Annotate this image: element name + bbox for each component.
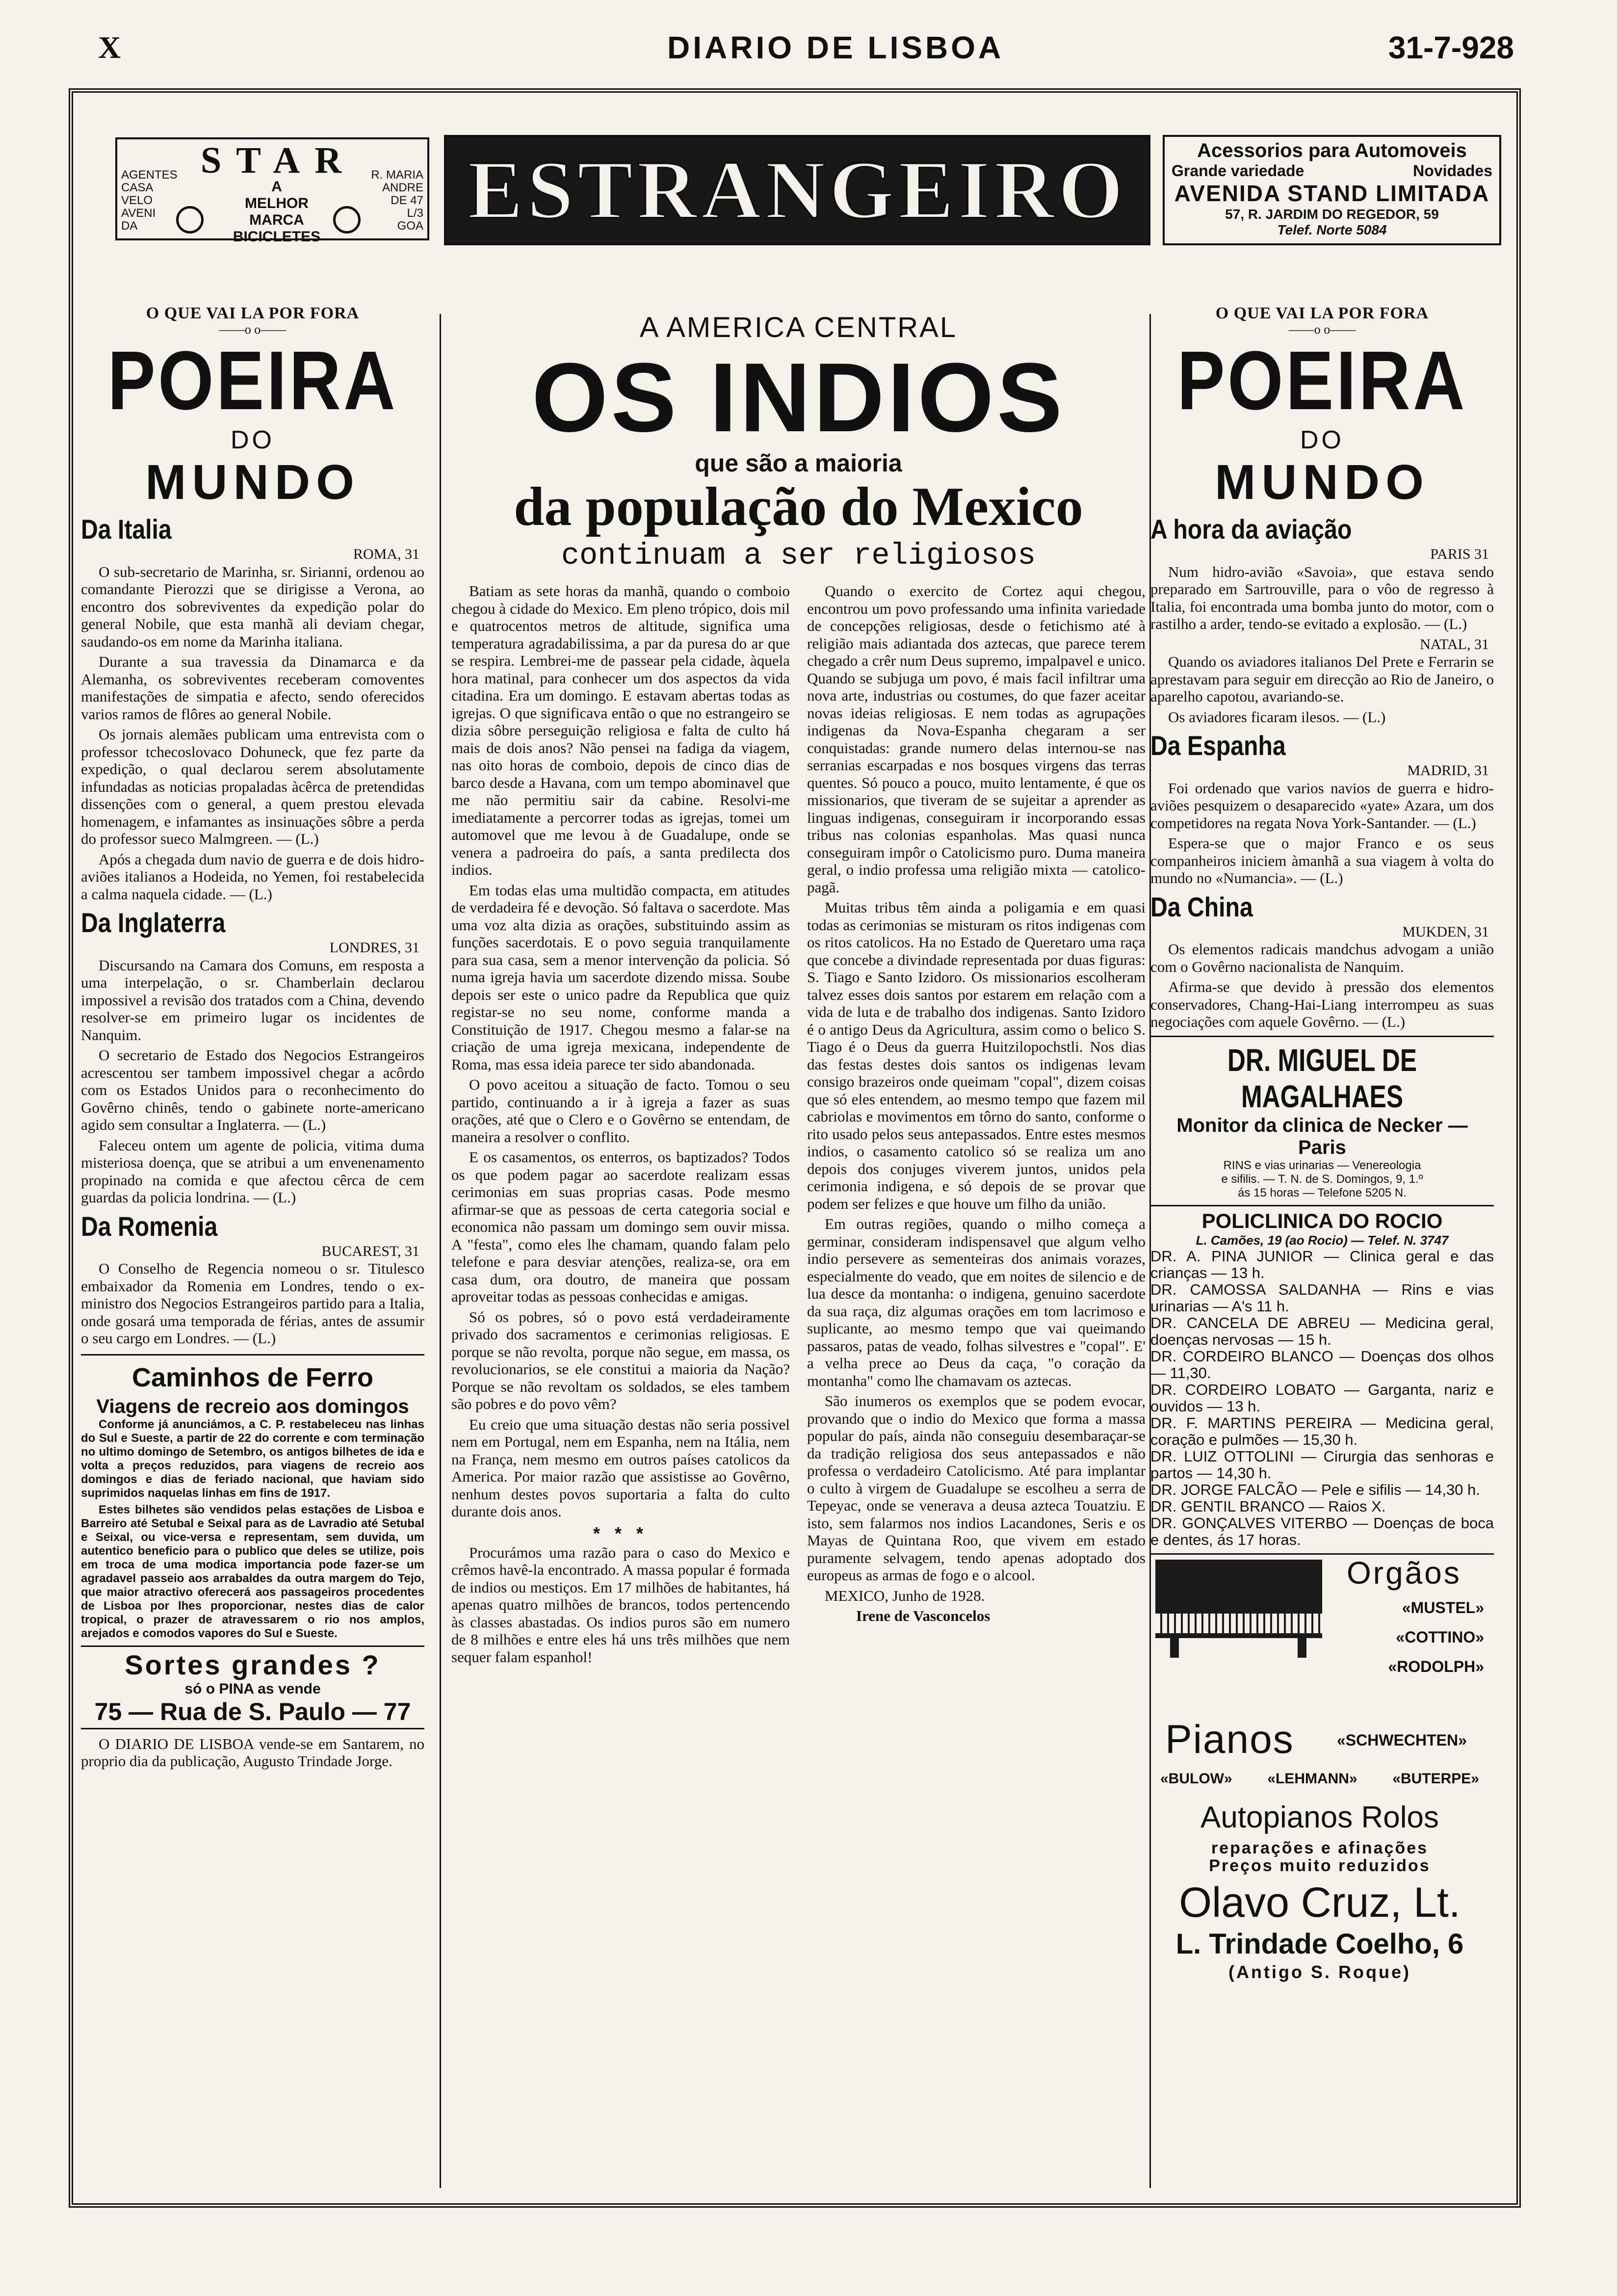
paragraph: Discursando na Camara dos Comuns, em resposta a uma interpelação, o sr. Chamberlain declarou impossivel a revisão dos tratados com a China, devendo resolver-se em primeiro lugar os incidentes de Nanquim. (81, 956, 424, 1044)
article-kicker: A AMERICA CENTRAL (639, 312, 958, 343)
paragraph: Em todas elas uma multidão compacta, em atitudes de verdadeira fé e devoção. Só faltava o sacerdote. Mas uma voz alta dizia as orações, substituindo assim as funções sacerdotais. E o povo seguia tranquilamente para sua casa, sem a menor intervenção da policia. Só numa igreja havia um sacerdote dizendo missa. Soube depois ser este o unico padre da Republica que quiz registar-se no seu nome, conforme manda a Constituição de 1917. Chegou mesmo a falar-se na criação de uma igreja mexicana, independente de Roma, mas essa ideia parece ter sido abandonada. (451, 881, 790, 1073)
paragraph: Num hidro-avião «Savoia», que estava sendo preparado em Sartrouville, para o vôo de regresso à Italia, foi encontrada uma bomba junto do motor, com o rastilho a arder, tendo-se evitado a explosão. — (L.) (1150, 563, 1494, 632)
brand-label: «RODOLPH» (1388, 1657, 1484, 1675)
right-column (1150, 304, 1494, 1985)
dateline: ROMA, 31 (353, 546, 419, 562)
ornament: ——o o—— (1288, 322, 1356, 337)
newspaper-name: DIARIO DE LISBOA (667, 30, 1004, 65)
article-subcolumn (451, 582, 790, 1669)
paragraph: Estes bilhetes são vendidos pelas estações de Lisboa e Barreiro até Setubal e Seixal para as de Lavradio até Setubal e Seixal, ou vice-versa e representam, sem duvida, um autentico beneficio para o publico que deles se utilize, pois em troca de uma modica importancia pode fazer-se um agradavel passeio aos arrabaldes da outra margem do Tejo, que maior atractivo oferecerá aos passageiros procedentes de Lisboa por lhes proporcionar, nestes dias de calor tropical, o prazer de atravessarem o rio nos amplos, arejados e comodos vapores do Sul e Sueste. (81, 1503, 424, 1640)
paragraph: O povo aceitou a situação de facto. Tomou o seu partido, continuando a ir à igreja a fazer as suas orações, até que o Clero e o Govêrno se entendam, de maneira a resolver o conflito. (451, 1076, 790, 1146)
paragraph: O secretario de Estado dos Negocios Estrangeiros acrescentou ser tambem impossivel chegar a acôrdo com os Estados Unidos para o reconhecimento do Govêrno chinês, tendo o gabinete norte-americano agido sem consultar a Inglaterra. — (L.) (81, 1046, 424, 1133)
section-break: * * * (593, 1523, 649, 1543)
paragraph: São inumeros os exemplos que se podem evocar, provando que o indio do Mexico que forma a massa popular do país, ainda não conseguiu desembaraçar-se da tradição religiosa dos seus antepassados e não professa o verdadeiro Catolicismo. Até para implantar o culto à virgem de Guadalupe se escolheu a serra de Tepeyac, onde se venerava a deusa azteca Touatziu. E isto, sem falarmos nos indios Lacandones, Seris e os Mayas de Quintana Roo, que vivem em estado puramente selvagem, tendo apenas adoptado dos europeus as armas de fogo e o alcool. (807, 1392, 1146, 1584)
paragraph: Durante a sua travessia da Dinamarca e da Alemanha, os sobreviventes receberam comoventes manifestações de simpatia e afecto, sendo oferecidos varios ramos de flôres ao general Nobile. (81, 653, 424, 723)
divider (81, 1354, 424, 1356)
paragraph: Afirma-se que devido à pressão dos elementos conservadores, Chang-Hai-Liang interrompeu as suas negociações com aquele Govêrno. — (L.) (1150, 978, 1494, 1030)
paragraph: E os casamentos, os enterros, os baptizados? Todos os que podem pagar ao sacerdote realizam essas cerimonias em suas proprias casas. Pode mesmo afirmar-se que as pessoas de certa categoria social e economica não passam um domingo sem ouvir missa. A "festa", como eles lhe chamam, quando falam pelo telefone e para desviar atenções, realiza-se, ora em casa dum, ora doutro, de maneira que possam aproveitar todas as pessoas conhecidas e amigas. (451, 1148, 790, 1305)
dateline: BUCAREST, 31 (321, 1243, 419, 1259)
article-title: OS INDIOS (531, 343, 1066, 452)
polyclinic-ad (1150, 1205, 1494, 1548)
list-item: DR. A. PINA JUNIOR — Clinica geral e das crianças — 13 h. (1150, 1247, 1494, 1281)
paragraph: Espera-se que o major Franco e os seus companheiros iniciem àmanhã a sua viagem à volta do mundo no «Numancia». — (L.) (1150, 835, 1494, 887)
page-marker: X (98, 30, 121, 65)
brand-label: «MUSTEL» (1402, 1598, 1484, 1617)
dateline: PARIS 31 (1430, 546, 1489, 562)
sales-notice: O DIARIO DE LISBOA vende-se em Santarem, no proprio dia da publicação, Augusto Trindade Jorge. (81, 1735, 424, 1770)
doctor-role: Monitor da clinica de Necker — Paris (1176, 1114, 1468, 1158)
brand-label: «SCHWECHTEN» (1337, 1731, 1467, 1749)
right-kicker: O QUE VAI LA POR FORA (1215, 304, 1429, 322)
list-item: DR. CAMOSSA SALDANHA — Rins e vias urinarias — A's 11 h. (1150, 1280, 1494, 1315)
paragraph: Muitas tribus têm ainda a poligamia e em quasi todas as cerimonias se misturam os ritos indigenas com os ritos catolicos. Ha no Estado de Queretaro uma raça que concebe a divindade representada por duas figuras: S. Tiago e Santo Izidoro. Os missionarios escolheram talvez esses dois santos por estarem em relação com a vida de luta e de trabalho dos indigenas. Santo Izidoro é o antigo Deus da Agricultura, assim como o belico S. Tiago é o Deus da guerra Huitzilopochstli. Nos dias das festas destes dois santos os indigenas levam consigo brazeiros onde queimam "copal", dizem coisas que só eles entendem, ao mesmo tempo que fazem mil cabriolas e movimentos em tôrno do santo, conforme o rito usado pelos seus antepassados. Entre estes mesmos indios, o casamento catolico só se realiza um ano depois dos conjuges viverem juntos, unidos pela cerimonia indigena, e só depois de se provar que podem ser felizes e que houve um filho da união. (807, 899, 1146, 1212)
pianos-heading: Pianos (1165, 1717, 1294, 1762)
section-heading: Da China (1150, 891, 1253, 922)
bike-left-text: AGENTES CASA VELO AVENI DA (121, 168, 178, 233)
railway-subheading: Viagens de recreio aos domingos (96, 1395, 409, 1417)
bike-slogan: A MELHOR MARCA BICICLETES (233, 179, 321, 245)
list-item: DR. F. MARTINS PEREIRA — Medicina geral, coração e pulmões — 15,30 h. (1150, 1414, 1494, 1448)
paragraph: Quando os aviadores italianos Del Prete e Ferrarin se aprestavam para seguir em direcção ao Rio de Janeiro, o aparelho capotou, avariando-se. (1150, 653, 1494, 705)
brand-label: «BULOW» (1160, 1770, 1232, 1787)
paragraph: Os aviadores ficaram ilesos. — (L.) (1168, 708, 1386, 726)
auto-ad-line: Acessorios para Automoveis (1197, 140, 1467, 161)
article-subtitle-main: da população do Mexico (514, 476, 1083, 537)
left-kicker: O QUE VAI LA POR FORA (146, 304, 360, 322)
dateline: NATAL, 31 (1420, 636, 1489, 652)
doctor-hours: ás 15 horas — Telefone 5205 N. (1238, 1186, 1407, 1200)
article-body (451, 582, 1146, 1669)
left-title-mundo: MUNDO (145, 455, 360, 510)
paragraph: Conforme já anunciámos, a C. P. restabeleceu nas linhas do Sul e Sueste, a partir de 22 do corrente e com terminação no ultimo domingo de Setembro, os antigos bilhetes de ida e volta a preços reduzidos, para viagens de recreio aos domingos e dias de feriado nacional, que haviam sido suprimidos naquelas linhas em fins de 1917. (81, 1417, 424, 1500)
bike-right-text: R. MARIA ANDRE DE 47 L/3 GOA (371, 168, 423, 233)
paragraph: Após a chegada dum navio de guerra e de dois hidro-aviões italianos a Hodeida, no Yemen, foi restabelecida a calma naquela cidade. — (L.) (81, 850, 424, 903)
paragraph: Só os pobres, só o povo está verdadeiramente privado dos sacramentos e cerimonias religiosas. E porque se não revolta, porque não segue, em massa, os revolucionarios, se ele constitui a maioria da Nação? Porque se não revoltam os soldados, se eles tambem são pobres e do povo vêm? (451, 1308, 790, 1412)
bicycle-wheel-icon (176, 206, 204, 234)
doctor-specialty: RINS e vias urinarias — Venereologia (1223, 1158, 1421, 1172)
section-heading: Da Inglaterra (81, 907, 226, 938)
paragraph: Faleceu ontem um agente de policia, vitima duma misteriosa doença, que se atribui a um envenenamento propinado na comida e que afectou cêrca de cem guardas da policia londrina. — (L.) (81, 1136, 424, 1206)
auto-ad-address: 57, R. JARDIM DO REGEDOR, 59 (1225, 207, 1439, 222)
auto-accessories-ad (1163, 135, 1501, 245)
brand-row (1160, 1771, 1479, 1787)
organs-heading: Orgãos (1347, 1555, 1461, 1591)
lottery-ad-title: Sortes grandes ? (125, 1649, 381, 1680)
section-heading: Da Romenia (81, 1210, 218, 1242)
bike-logo: STAR (201, 140, 357, 181)
issue-date: 31-7-928 (1388, 30, 1514, 65)
doctor-ad (1150, 1036, 1494, 1200)
doctor-name: DR. MIGUEL DE MAGALHAES (1227, 1042, 1417, 1114)
left-column (81, 304, 424, 1773)
list-item: DR. CORDEIRO LOBATO — Garganta, nariz e ouvidos — 13 h. (1150, 1381, 1494, 1415)
repairs-line: reparações e afinações Preços muito reduzidos (1209, 1838, 1431, 1875)
left-title-do: DO (231, 426, 275, 454)
railway-heading: Caminhos de Ferro (131, 1362, 374, 1392)
section-heading: Da Italia (81, 514, 172, 545)
right-title: POEIRA (1177, 334, 1467, 427)
doctor-address: e sifilis. — T. N. de S. Domingos, 9, 1.º (1221, 1172, 1423, 1186)
list-item: DR. GENTIL BRANCO — Raios X. (1150, 1497, 1386, 1515)
center-column (451, 304, 1146, 1669)
section-title: ESTRANGEIRO (467, 144, 1127, 236)
dateline: LONDRES, 31 (329, 939, 419, 956)
auto-ad-row: Grande variedade Novidades (1172, 162, 1492, 180)
column-rule (440, 314, 441, 2188)
brand-label: «COTTINO» (1396, 1628, 1484, 1646)
right-title-mundo: MUNDO (1215, 455, 1430, 510)
list-item: DR. CORDEIRO BLANCO — Doenças dos olhos — 11,30. (1150, 1347, 1494, 1382)
piano-ad (1150, 1553, 1494, 1985)
section-heading: A hora da aviação (1150, 514, 1352, 545)
section-masthead (444, 135, 1150, 245)
left-title: POEIRA (107, 334, 398, 427)
list-item: DR. GONÇALVES VITERBO — Doenças de boca e dentes, ás 17 horas. (1150, 1514, 1494, 1548)
auto-ad-firm: AVENIDA STAND LIMITADA (1174, 181, 1490, 206)
autopianos-line: Autopianos Rolos (1200, 1800, 1439, 1834)
firm-address: L. Trindade Coelho, 6 (1175, 1928, 1464, 1960)
paragraph: Em outras regiões, quando o milho começa a germinar, consideram indispensavel que algum velho indio persevere as sementeiras dos animais vorazes, especialmente do veado, que em noites de silencio e de lua desce da montanha: o indigena, genuino sacerdote da sua raça, diz algumas orações em tom lacrimoso e suplicante, ao mesmo tempo que vai queimando passaros, patas de veado, folhas silvestres e "copal". E' a velha prece ao Deus da caça, "o coração da montanha" como lhe chamavam os aztecas. (807, 1215, 1146, 1389)
polyclinic-title: POLICLINICA DO ROCIO (1201, 1209, 1443, 1232)
paragraph: O Conselho de Regencia nomeou o sr. Titulesco embaixador da Romenia em Londres, tendo o ex-ministro dos Negocios Estrangeiros partido para a Italia, onde gosará uma temporada de férias, antes de assumir o seu cargo em Londres. — (L.) (81, 1260, 424, 1347)
ornament: ——o o—— (219, 322, 287, 337)
brand-label: «LEHMANN» (1267, 1770, 1357, 1787)
list-item: DR. LUIZ OTTOLINI — Cirurgia das senhoras e partos — 14,30 h. (1150, 1447, 1494, 1482)
article-subtitle-tail: continuam a ser religiosos (561, 538, 1036, 573)
firm-name: Olavo Cruz, Lt. (1179, 1879, 1461, 1926)
lottery-ad-address: 75 — Rua de S. Paulo — 77 (94, 1697, 411, 1725)
section-heading: Da Espanha (1150, 730, 1286, 761)
bicycle-ad (115, 137, 429, 245)
article-subtitle: que são a maioria (695, 449, 902, 477)
dateline: MADRID, 31 (1407, 762, 1489, 779)
firm-old-address: (Antigo S. Roque) (1228, 1961, 1411, 1982)
right-title-do: DO (1300, 426, 1344, 454)
article-place-date: MEXICO, Junho de 1928. (825, 1587, 985, 1604)
paragraph: Foi ordenado que varios navios de guerra e hidro-aviões pesquizem o desaparecido «yate» Azara, um dos competidores na regata Nova York-Santander. — (L.) (1150, 779, 1494, 832)
keyboard-icon (1155, 1614, 1322, 1633)
paragraph: O sub-secretario de Marinha, sr. Sirianni, ordenou ao comandante Pierozzi que se dirigisse a Verona, ao encontro dos sobreviventes da expedição polar do general Nobile, que esta manhã ali deviam chegar, saudando-os em nome da Marinha italiana. (81, 563, 424, 650)
brand-label: «BUTERPE» (1392, 1770, 1479, 1787)
list-item: DR. JORGE FALCÃO — Pele e sifilis — 14,30 h. (1150, 1481, 1480, 1498)
paragraph: Os jornais alemães publicam uma entrevista com o professor tchecoslovaco Dohuneck, que fez parte da expedição, o qual declarou serem absolutamente infundadas as noticias propaladas àcêrca de pretendidas dissenções com o general, a quem prestou elevada homenagem, e infamantes as insinuações sôbre a perda do professor sueco Malmgreen. — (L.) (81, 726, 424, 847)
paragraph: Procurámos uma razão para o caso do Mexico e crêmos havê-la encontrado. A massa popular é formada de indios ou mestiços. Em 17 milhões de habitantes, há apenas quatro milhões de brancos, todos pertencendo às classes abastadas. Os indios puros são em numero de 8 milhões e entre eles há uns três milhões que nem sequer falam espanhol! (451, 1543, 790, 1666)
auto-ad-phone: Telef. Norte 5084 (1277, 222, 1387, 237)
article-signature: Irene de Vasconcelos (856, 1607, 991, 1624)
polyclinic-address: L. Camões, 19 (ao Rocio) — Telef. N. 3747 (1196, 1232, 1449, 1248)
paragraph: Quando o exercito de Cortez aqui chegou, encontrou um povo professando uma infinita variedade de concepções religiosas, desde o fetichismo até à religião mais adiantada dos aztecas, que parece terem chegado a crêr num Deus supremo, impalpavel e unico. Quando se subjuga um povo, é mais facil infiltrar uma nova arte, industrias ou costumes, do que fazer aceitar novas ideias religiosas. E nem todas as agrupações indigenas da Nova-Espanha chegaram a ser conquistadas: grande numero delas internou-se nas serranias escarpadas e nos bosques virgens das terras quentes. Só pouco a pouco, muito lentamente, é que os missionarios, que tiveram de se sujeitar a aprender as linguas indigenas, conseguiram ir incorporando essas tribus nas colonias espanholas. Mas quasi nunca conseguiram impôr o Catolicismo puro. Duma maneira geral, o indio professa uma religião mixta — catolico-pagã. (807, 582, 1146, 896)
running-head (0, 0, 1617, 74)
list-item: DR. CANCELA DE ABREU — Medicina geral, doenças nervosas — 15 h. (1150, 1314, 1494, 1348)
lottery-ad-line: só o PINA as vende (184, 1680, 321, 1697)
paragraph: Eu creio que uma situação destas não seria possivel nem em Portugal, nem em Espanha, nem na Itália, nem na França, nem mesmo em outros países catolicos da America. Por maior razão que assistisse ao Govêrno, nenhum destes povos suportaria a falta do culto durante dois anos. (451, 1415, 790, 1520)
bicycle-wheel-icon (333, 206, 361, 234)
paragraph: Os elementos radicais mandchus advogam a união com o Govêrno nacionalista de Nanquim. (1150, 940, 1494, 975)
dateline: MUKDEN, 31 (1402, 923, 1489, 940)
paragraph: Batiam as sete horas da manhã, quando o comboio chegou à cidade do Mexico. Em pleno trópico, dois mil e quatrocentos metros de altitude, significa uma temperatura agradabilissima, a par da puresa do ar que se respira. Lembrei-me de passear pela cidade, àquela hora matinal, para conhecer um dos aspectos da vida citadina. Era um domingo. E estavam abertas todas as igrejas. O que significava então o que no estrangeiro se dizia sôbre perseguição religiosa e falta de culto há mais de dois anos? Não pensei na fadiga da viagem, nas oito horas de comboio, depois de cinco dias de barco desde a Havana, com um tempo abominavel que me não permitiu sair da cabine. Resolvi-me imediatamente a percorrer todas as igrejas, tomei um automovel que me levou à de Guadalupe, onde se venera a padroeira do país, a santa predilecta dos indios. (451, 582, 790, 878)
article-subcolumn (807, 582, 1146, 1669)
lottery-ad (81, 1645, 424, 1729)
